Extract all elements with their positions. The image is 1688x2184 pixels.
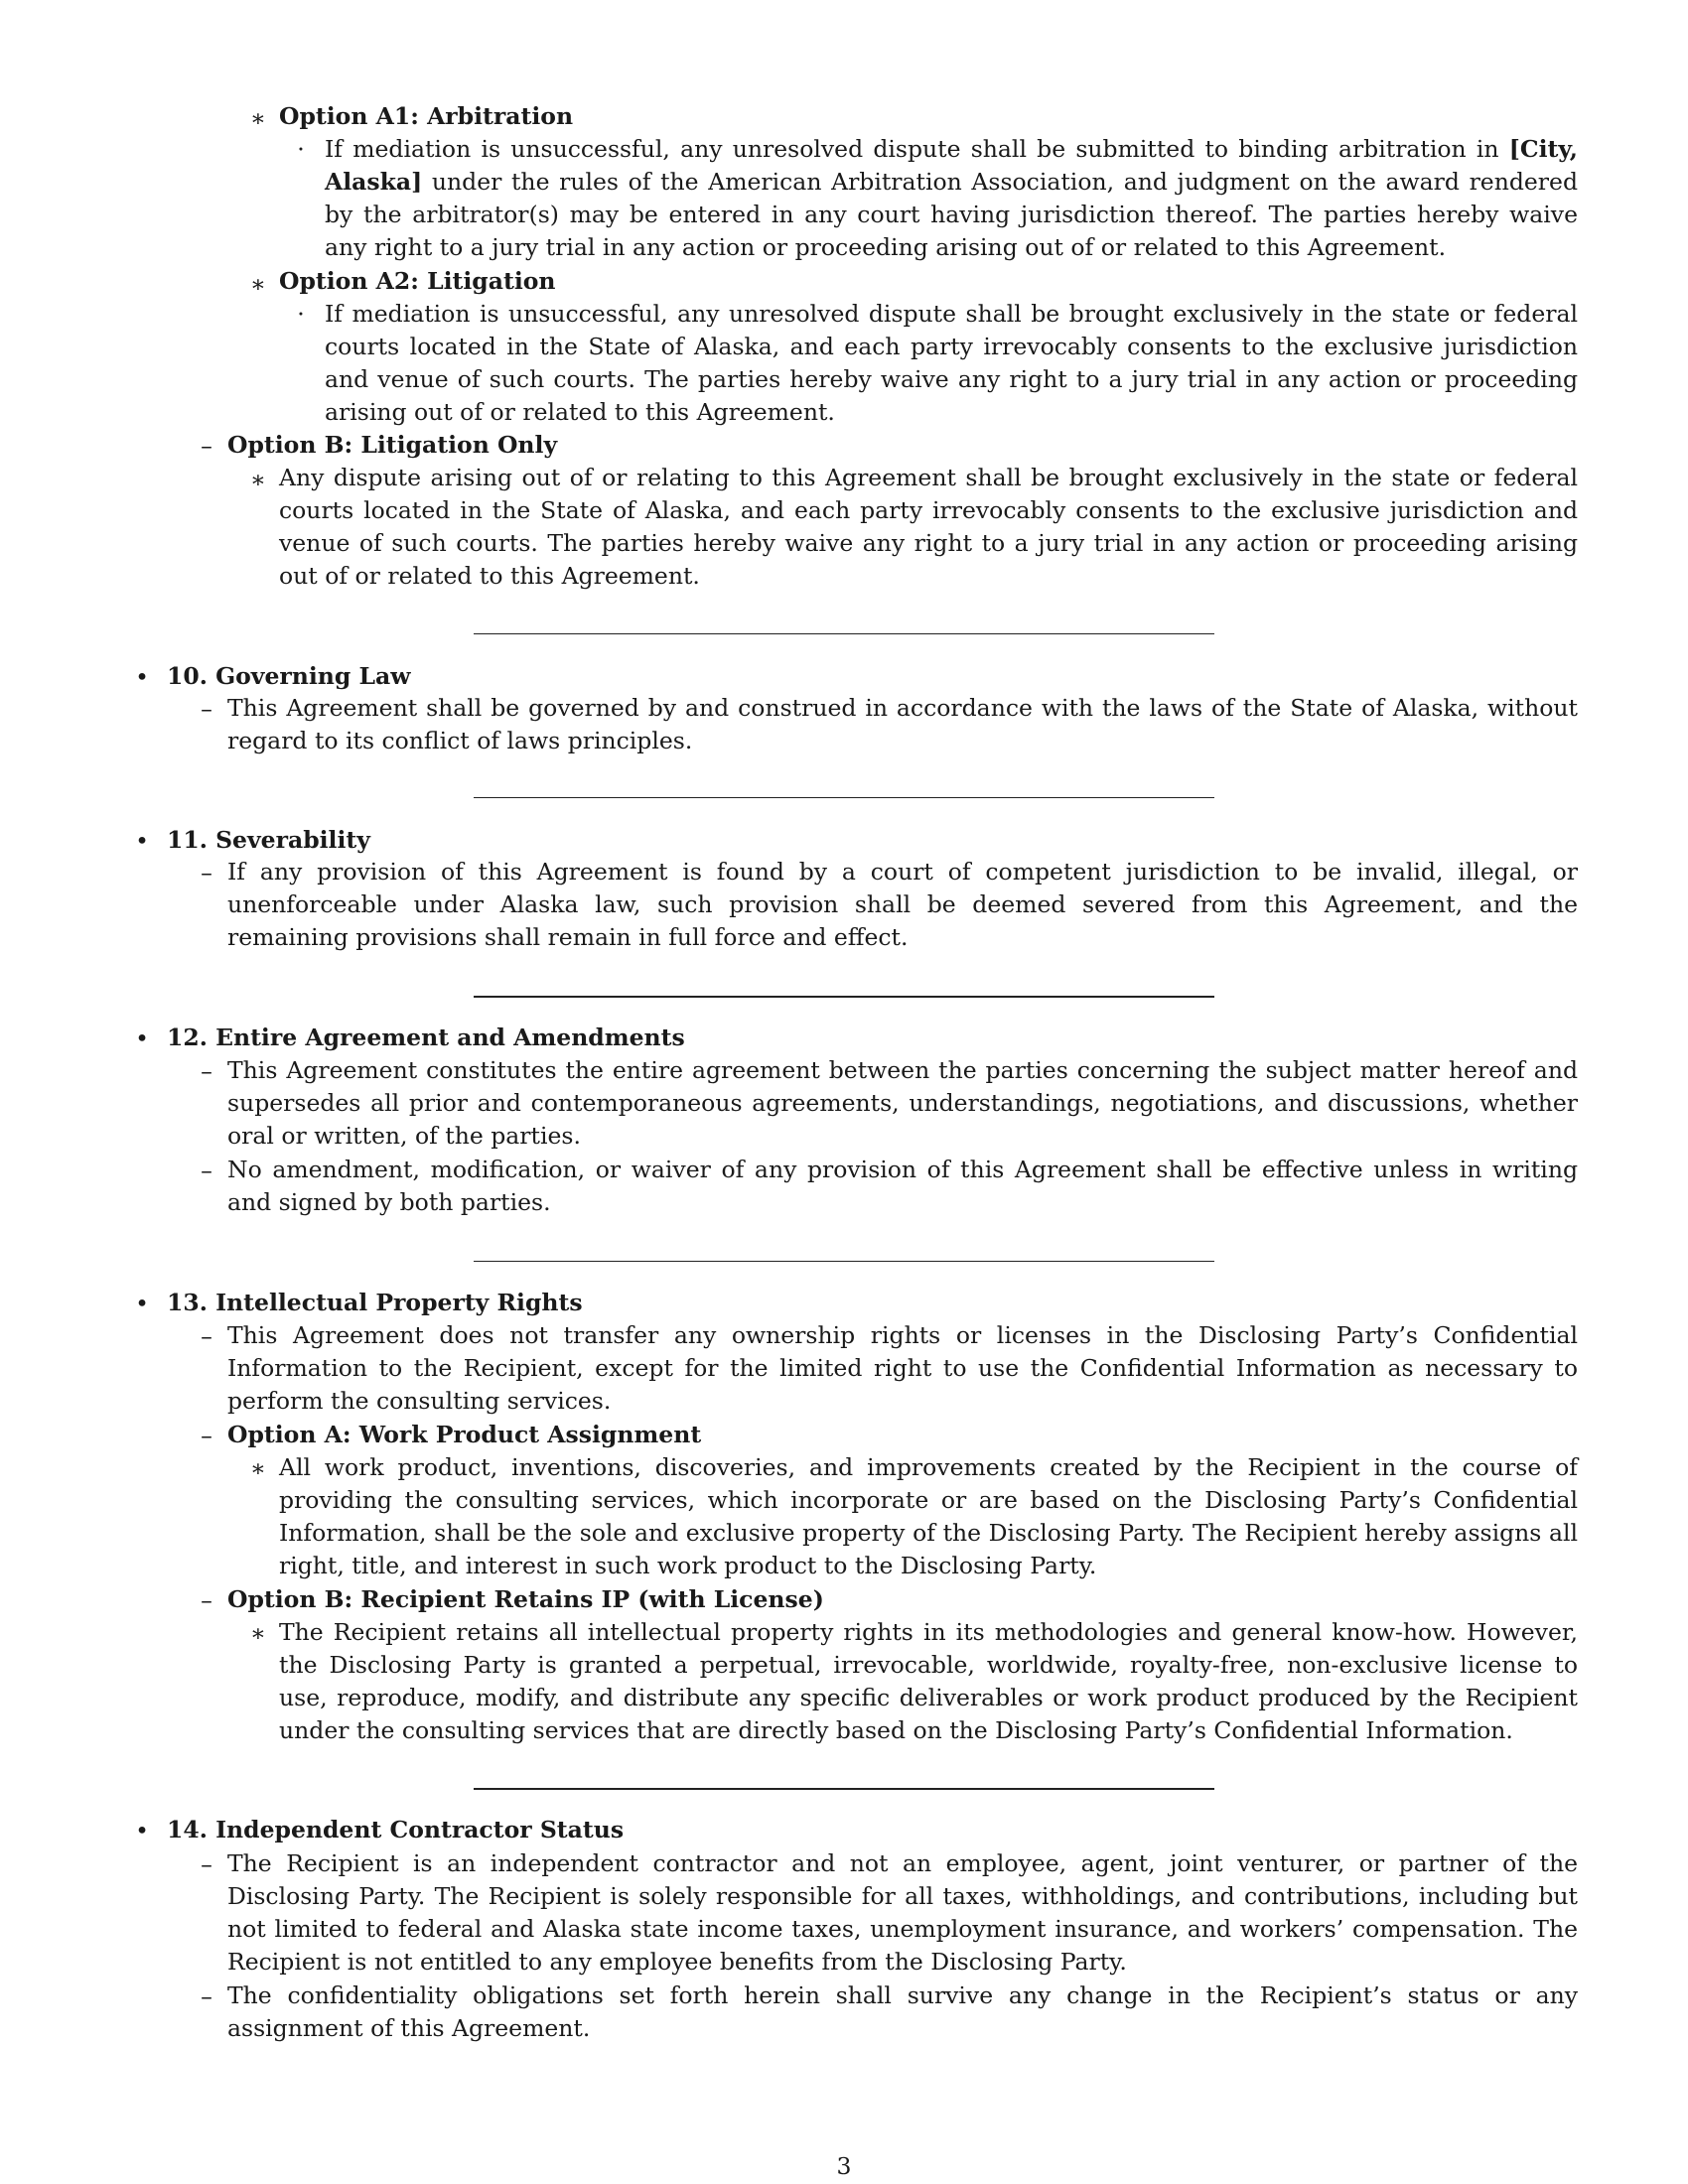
- dash-marker: –: [201, 1850, 212, 1878]
- star-marker: ∗: [250, 270, 266, 298]
- page-number: 3: [836, 2152, 852, 2180]
- section-divider: [474, 797, 1214, 798]
- star-marker: ∗: [250, 1619, 266, 1647]
- dash-marker: –: [201, 1422, 212, 1449]
- option-b-heading: Option B: Litigation Only: [227, 431, 558, 459]
- option-b-retains-ip-heading: Option B: Recipient Retains IP (with License): [227, 1585, 824, 1613]
- dot-marker: ·: [297, 135, 305, 163]
- section-10-text: This Agreement shall be governed by and construed in accordance with the laws of the State of Alaska, without regard to its conflict of laws principles.: [227, 694, 1578, 754]
- section-10-heading: 10. Governing Law: [167, 662, 411, 690]
- star-marker: ∗: [250, 1454, 266, 1482]
- dash-marker: –: [201, 1982, 212, 2010]
- section-11-text: If any provision of this Agreement is found by a court of competent jurisdiction to be invalid, illegal, or unenforceable under Alaska law, such provision shall be deemed severed from this Agreement, and the remaining provisions shall remain in full force and effect.: [227, 858, 1578, 951]
- star-marker: ∗: [250, 104, 266, 132]
- section-divider: [474, 1261, 1214, 1262]
- city-placeholder: [City, Alaska]: [325, 135, 1578, 196]
- bullet-marker: •: [135, 1290, 149, 1317]
- dash-marker: –: [201, 432, 212, 460]
- option-b-retains-ip-text: The Recipient retains all intellectual property rights in its methodologies and general know-how. However, the Disclosing Party is granted a perpetual, irrevocable, worldwide, royalty-free, non-exclusive license to use, reproduce, modify, and distribute any specific deliverables or work product produced by the Recipient under the consulting services that are directly based on the Disclosing Party’s Confidential Information.: [279, 1618, 1578, 1744]
- bullet-marker: •: [135, 1024, 149, 1052]
- bullet-marker: •: [135, 1817, 149, 1844]
- dash-marker: –: [201, 1057, 212, 1085]
- section-14-text-1: The Recipient is an independent contractor and not an employee, agent, joint venturer, or partner of the Disclosing Party. The Recipient is solely responsible for all taxes, withholdings, and contributions, including but not limited to federal and Alaska state income taxes, unemployment insurance, and workers’ compensation. The Recipient is not entitled to any employee benefits from the Disclosing Party.: [227, 1849, 1578, 1976]
- option-a2-heading: Option A2: Litigation: [279, 267, 556, 295]
- section-14-text-2: The confidentiality obligations set forth herein shall survive any change in the Recipient’s status or any assignment of this Agreement.: [227, 1981, 1578, 2042]
- section-divider: [474, 633, 1214, 634]
- dot-marker: ·: [297, 300, 305, 328]
- section-14-heading: 14. Independent Contractor Status: [167, 1816, 625, 1843]
- bullet-marker: •: [135, 827, 149, 855]
- bullet-marker: •: [135, 663, 149, 691]
- section-13-text: This Agreement does not transfer any ownership rights or licenses in the Disclosing Party’s Confidential Information to the Recipient, except for the limited right to use the Confidential Information as necessary to perform the consulting services.: [227, 1321, 1578, 1415]
- option-a2-text: If mediation is unsuccessful, any unresolved dispute shall be brought exclusively in the state or federal courts located in the State of Alaska, and each party irrevocably consents to the exclusive jurisdiction and venue of such courts. The parties hereby waive any right to a jury trial in any action or proceeding arising out of or related to this Agreement.: [325, 300, 1578, 426]
- section-divider: [474, 1788, 1214, 1790]
- star-marker: ∗: [250, 466, 266, 493]
- option-a1-text: If mediation is unsuccessful, any unresolved dispute shall be submitted to binding arbitration in [City, Alaska] under the rules of the American Arbitration Association, and judgment on the award rendered by the arbitrator(s) may be entered in any court having jurisdiction thereof. The parties hereby waive any right to a jury trial in any action or proceeding arising out of or related to this Agreement.: [325, 135, 1578, 261]
- option-a-work-product-heading: Option A: Work Product Assignment: [227, 1421, 702, 1448]
- dash-marker: –: [201, 1586, 212, 1614]
- option-a1-heading: Option A1: Arbitration: [279, 102, 574, 130]
- dash-marker: –: [201, 695, 212, 723]
- section-12-text-1: This Agreement constitutes the entire agreement between the parties concerning the subject matter hereof and supersedes all prior and contemporaneous agreements, understandings, negotiations, and discussions, whether oral or written, of the parties.: [227, 1056, 1578, 1150]
- dash-marker: –: [201, 1322, 212, 1350]
- dash-marker: –: [201, 859, 212, 887]
- section-divider: [474, 996, 1214, 998]
- option-b-text: Any dispute arising out of or relating to this Agreement shall be brought exclusively in the state or federal courts located in the State of Alaska, and each party irrevocably consents to the exclusive jurisdiction and venue of such courts. The parties hereby waive any right to a jury trial in any action or proceeding arising out of or related to this Agreement.: [279, 464, 1578, 590]
- section-12-text-2: No amendment, modification, or waiver of any provision of this Agreement shall be effective unless in writing and signed by both parties.: [227, 1156, 1578, 1216]
- section-11-heading: 11. Severability: [167, 826, 370, 854]
- section-12-heading: 12. Entire Agreement and Amendments: [167, 1024, 685, 1051]
- section-13-heading: 13. Intellectual Property Rights: [167, 1289, 583, 1316]
- option-a-work-product-text: All work product, inventions, discoveries, and improvements created by the Recipient in the course of providing the consulting services, which incorporate or are based on the Disclosing Party’s Confidential Information, shall be the sole and exclusive property of the Disclosing Party. The Recipient hereby assigns all right, title, and interest in such work product to the Disclosing Party.: [279, 1453, 1578, 1579]
- dash-marker: –: [201, 1157, 212, 1184]
